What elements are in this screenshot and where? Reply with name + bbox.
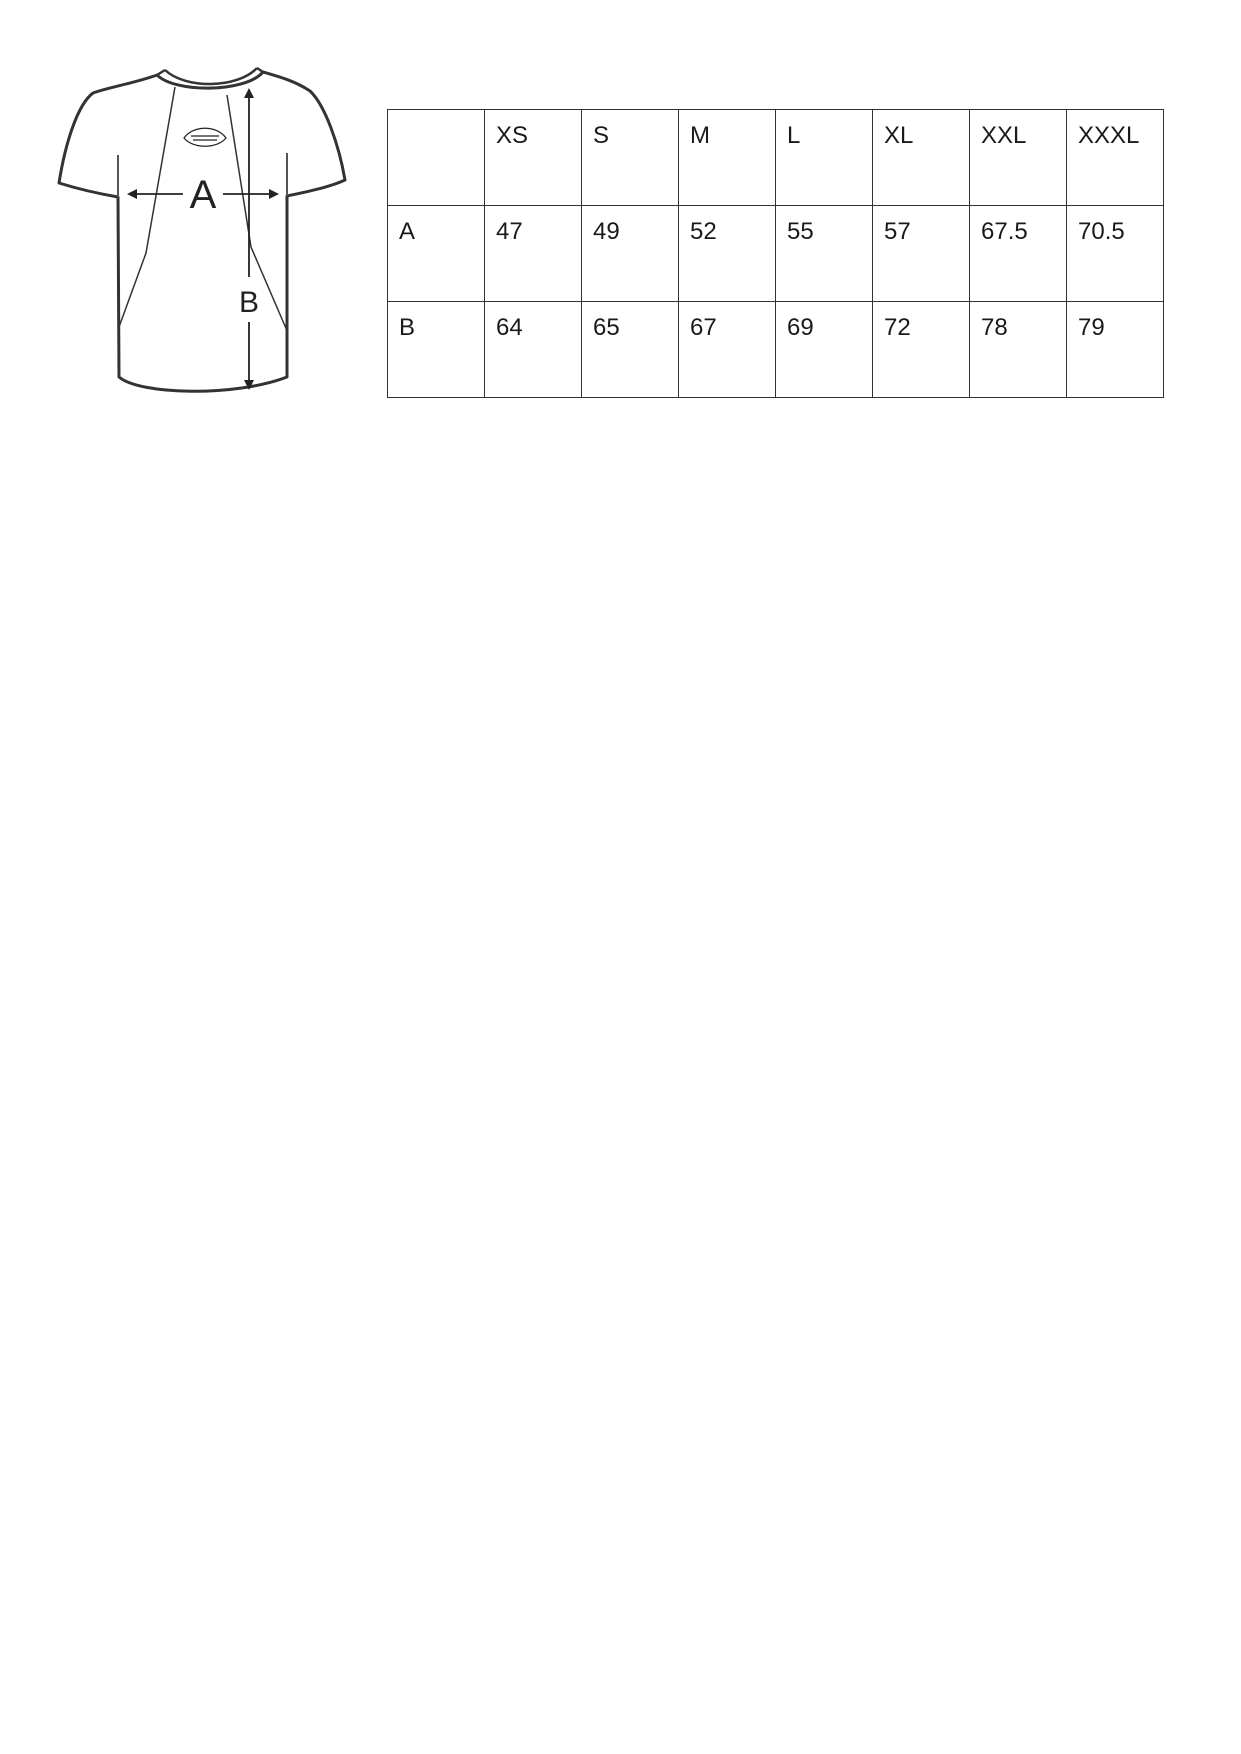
measurement-row-a [388, 206, 1164, 302]
value-cell: 55 [776, 206, 873, 302]
tshirt-measurement-diagram [55, 65, 355, 410]
size-header-cell: XXL [970, 110, 1067, 206]
row-label-cell: B [388, 302, 485, 398]
measure-b-label: B [238, 286, 260, 319]
value-cell: 69 [776, 302, 873, 398]
value-cell: 72 [873, 302, 970, 398]
size-header-cell: XS [485, 110, 582, 206]
size-chart-table [387, 109, 1164, 398]
row-label-cell: A [388, 206, 485, 302]
value-cell: 64 [485, 302, 582, 398]
measure-a-label: A [189, 173, 217, 217]
size-header-cell: S [582, 110, 679, 206]
size-header-row [388, 110, 1164, 206]
value-cell: 47 [485, 206, 582, 302]
value-cell: 78 [970, 302, 1067, 398]
measurement-row-b [388, 302, 1164, 398]
size-header-cell: L [776, 110, 873, 206]
size-header-cell: XL [873, 110, 970, 206]
value-cell: 65 [582, 302, 679, 398]
value-cell: 67 [679, 302, 776, 398]
size-header-cell: M [679, 110, 776, 206]
tshirt-outline [59, 72, 345, 391]
value-cell: 79 [1067, 302, 1164, 398]
value-cell: 49 [582, 206, 679, 302]
value-cell: 57 [873, 206, 970, 302]
value-cell: 67.5 [970, 206, 1067, 302]
corner-cell [388, 110, 485, 206]
size-header-cell: XXXL [1067, 110, 1164, 206]
value-cell: 70.5 [1067, 206, 1164, 302]
value-cell: 52 [679, 206, 776, 302]
